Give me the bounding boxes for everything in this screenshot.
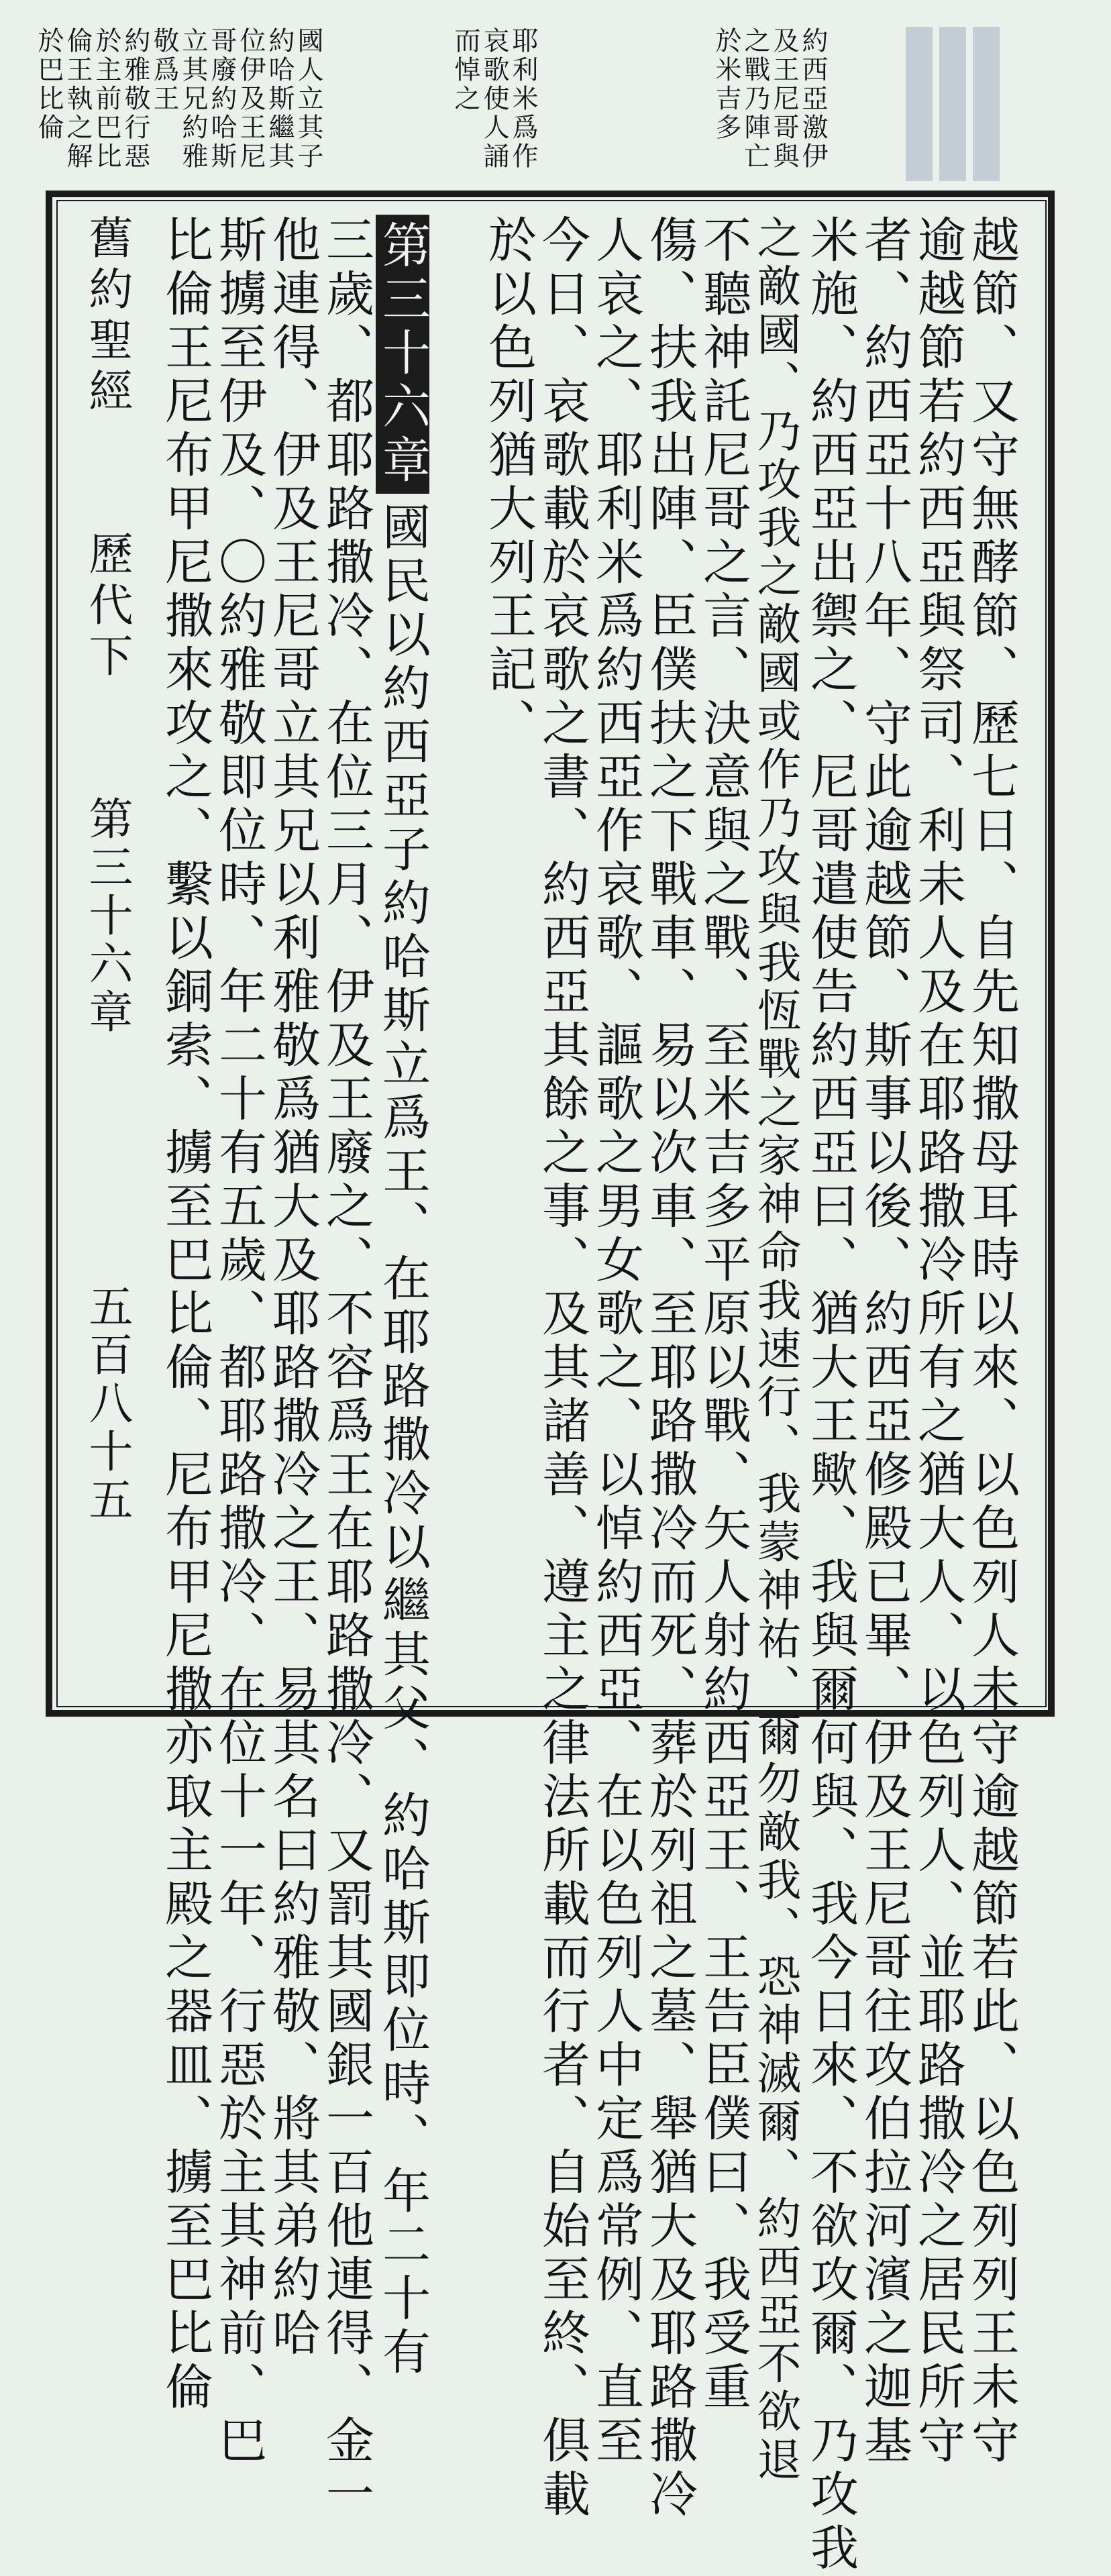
text-column: 米施、約西亞出禦之、尼哥遣使告約西亞曰、猶大王歟、我與爾何與、我今日來、不欲攻爾、乃攻我 — [802, 215, 859, 2576]
text-column: 逾越節若約西亞與祭司、利未人及在耶路撒冷所有之猶大人、以色列人、並耶路撒冷之居民所守 — [910, 215, 966, 2469]
note-line: 位伊及王尼 — [235, 27, 266, 171]
note-line: 於主前巴比 — [91, 27, 121, 171]
text-column: 人哀之、耶利米爲約西亞作哀歌、謳歌之男女歌之、以悼約西亞、在以色列人中定爲常例、直至 — [588, 215, 644, 2469]
chapter-text: 國民以約西亞子約哈斯立爲王、在耶路撒冷以繼其父、約哈斯即位時、年二十有 — [374, 502, 431, 2380]
note-line: 耶利米爲作 — [508, 27, 538, 171]
note-line: 而悼之 — [450, 27, 480, 113]
note-line: 倫王執之解 — [62, 27, 93, 171]
text-column: 者、約西亞十八年、守此逾越節、斯事以後、約西亞修殿已畢、伊及王尼哥往攻伯拉河濱之迦基 — [856, 215, 912, 2469]
note-line: 於巴比倫 — [34, 27, 64, 142]
bleed-through-marks — [899, 20, 1006, 188]
text-column: 三歲、都耶路撒冷、在位三月、伊及王廢之、不容爲王在耶路撒冷、又罰其國銀一百他連得、金一 — [318, 215, 374, 2522]
text-column: 之敵國、乃攻我之敵國或作乃攻與我恆戰之家神命我速行、我蒙神祐、爾勿敵我、恐神滅爾、約西亞不欲退 — [749, 215, 801, 2485]
chapter-column — [374, 215, 431, 2380]
page-number: 五百八十五 — [81, 1283, 133, 1525]
text-column: 斯擄至伊及、〇約雅敬即位時、年二十有五歲、都耶路撒冷、在位十一年、行惡於主其神前、巴 — [211, 215, 267, 2469]
chapter-label: 第三十六章 — [81, 796, 133, 1037]
text-column: 今日、哀歌載於哀歌之書、約西亞其餘之事、及其諸善、遵主之律法所載而行者、自始至終、俱載 — [534, 215, 590, 2522]
text-column: 越節、又守無酵節、歷七日、自先知撒母耳時以來、以色列人未守逾越節若此、以色列列王未守 — [963, 215, 1020, 2469]
text-column: 不聽神託尼哥之言、決意與之戰、至米吉多平原以戰、矢人射約西亞王、王告臣僕曰、我受重 — [695, 215, 751, 2415]
section-name: 歷代下 — [81, 531, 133, 684]
note-line: 哀歌使人誦 — [479, 27, 509, 171]
text-column: 傷、扶我出陣、臣僕扶之下戰車、易以次車、至耶路撒冷而死、葬於列祖之墓、舉猶大及耶路撒冷 — [641, 215, 698, 2522]
note-line: 哥廢約哈斯 — [207, 27, 237, 171]
note-line: 立其兄約雅 — [178, 27, 208, 171]
text-column: 他連得、伊及王尼哥立其兄以利雅敬爲猶大及耶路撒冷之王、易其名曰約雅敬、將其弟約哈 — [264, 215, 321, 2361]
note-line: 之戰乃陣亡 — [740, 27, 770, 171]
note-line: 及王尼哥與 — [769, 27, 799, 171]
note-line: 敬爲王 — [149, 27, 179, 113]
running-header — [75, 215, 133, 1690]
chapter-heading: 第三十六章 — [376, 215, 429, 494]
note-line: 約西亞激伊 — [798, 27, 828, 171]
note-line: 約雅敬行惡 — [120, 27, 150, 171]
note-line: 約哈斯繼其 — [264, 27, 295, 171]
text-column: 於以色列猶大列王記、 — [480, 215, 537, 751]
note-line: 於米吉多 — [711, 27, 741, 142]
text-column: 比倫王尼布甲尼撒來攻之、繫以銅索、擄至巴比倫、尼布甲尼撒亦取主殿之器皿、擄至巴比倫 — [157, 215, 213, 2415]
book-title: 舊約聖經 — [81, 215, 133, 419]
note-line: 國人立其子 — [293, 27, 323, 171]
